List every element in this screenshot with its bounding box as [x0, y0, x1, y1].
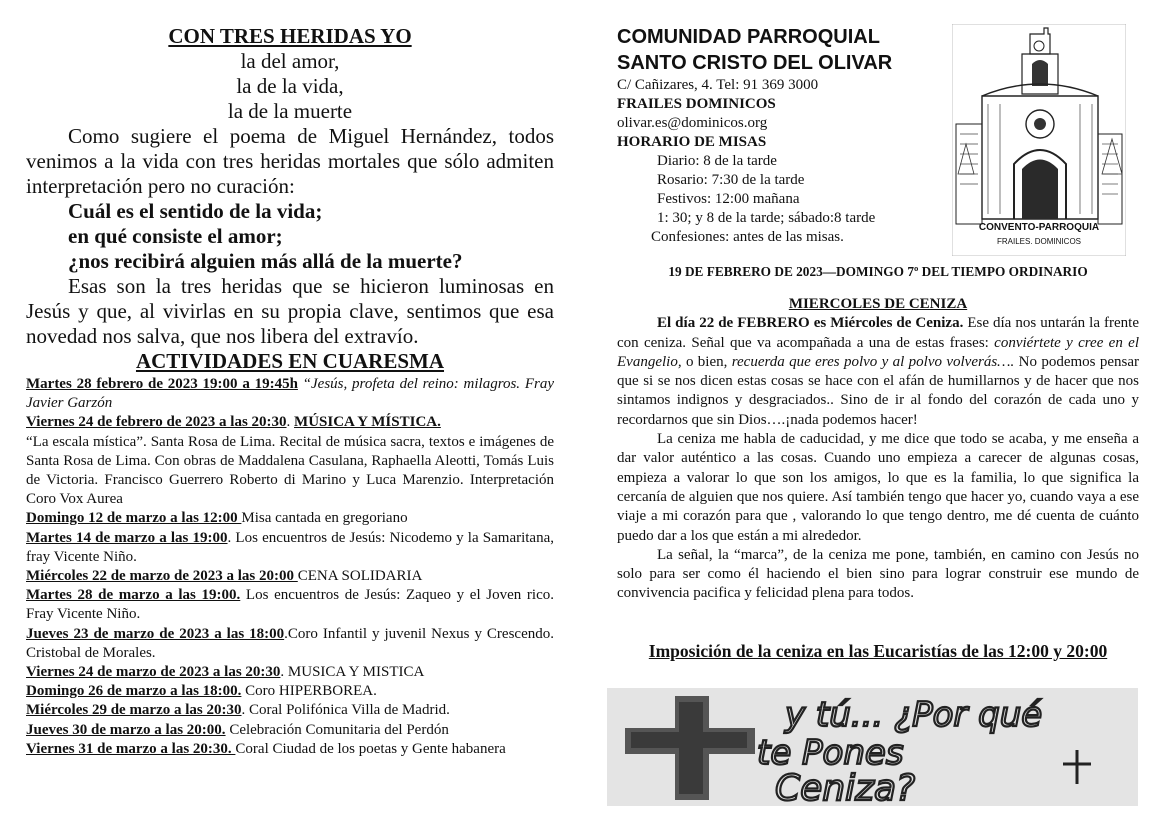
frailes-label: FRAILES DOMINICOS [617, 96, 776, 112]
activity-item: Miércoles 22 de marzo de 2023 a las 20:00 CENA SOLIDARIA [26, 568, 423, 585]
activity-item: Martes 28 febrero de 2023 19:00 a 19:45h “Jesús, profeta del reino: milagros. Fray Javier Garzón [26, 376, 554, 412]
graffiti-line1: y tú... ¿Por qué [785, 695, 1043, 735]
confesiones: Confesiones: antes de las misas. [651, 229, 844, 245]
email: olivar.es@dominicos.org [617, 115, 768, 131]
activity-item: Domingo 26 de marzo a las 18:00. Coro HIPERBOREA. [26, 683, 377, 700]
poem-line: la de la vida, [236, 74, 344, 98]
question: en qué consiste el amor; [68, 224, 283, 248]
activity-item: Miércoles 29 de marzo a las 20:30. Coral Polifónica Villa de Madrid. [26, 702, 450, 719]
poem-title: CON TRES HERIDAS YO [168, 24, 412, 48]
article-paragraph: La ceniza me habla de caducidad, y me dice que todo se acaba, y me enseña a dar valor auténtico a las cosas. Cuando uno empieza a carecer de algunas cosas, empieza a valorar lo que son los amigos, lo que es la familia, lo que significa la cercanía de alguien que nos quiere. Así también tengo que hacer yo, cuando vaya a ese viaje a mi corazón para que , valorando lo que tengo dentro, me dé cuenta de cuánto puedo dar a los que están a mi alrededor. [617, 431, 1139, 544]
poem-line: la del amor, [240, 49, 340, 73]
activity-item: Viernes 24 de marzo de 2023 a las 20:30. MUSICA Y MISTICA [26, 664, 425, 681]
question: Cuál es el sentido de la vida; [68, 199, 323, 223]
activity-item: Jueves 23 de marzo de 2023 a las 18:00.Coro Infantil y juvenil Nexus y Crescendo. Cristobal de Morales. [26, 625, 554, 661]
horario-line: Festivos: 12:00 mañana [657, 191, 800, 207]
activity-item: Viernes 31 de marzo a las 20:30. Coral Ciudad de los poetas y Gente habanera [26, 740, 506, 757]
church-sublabel: FRAILES. DOMINICOS [996, 237, 1082, 246]
poem-line: la de la muerte [227, 99, 353, 123]
intro-paragraph: Como sugiere el poema de Miguel Hernández, todos venimos a la vida con tres heridas mortales que sólo admiten interpretación pero no curación: [26, 124, 554, 198]
article-paragraph: El día 22 de FEBRERO es Miércoles de Ceniza. Ese día nos untarán la frente con ceniza. Señal que va acompañada a una de estas frases: conviértete y cree en el Evangelio, o bien, recuerda que eres polvo y al polvo volverás…. No podemos pensar que si se nos dicen estas cosas se hace con el afán de humillarnos y de hacer que nos sintamos indignos y desgraciados.. Sino de ir al fondo del corazón de cada uno y recordarnos que sin Dios….¡nada podemos hacer! [617, 315, 1139, 428]
church-label: CONVENTO-PARROQUIA [978, 222, 1100, 233]
imposicion-notice: Imposición de la ceniza en las Eucaristías de las 12:00 y 20:00 [648, 641, 1108, 661]
activity-item: Martes 28 de marzo a las 19:00. Los encuentros de Jesús: Zaqueo y el Joven rico. Fray Vicente Niño. [26, 587, 554, 623]
activities-title: ACTIVIDADES EN CUARESMA [135, 349, 445, 373]
activity-item: Jueves 30 de marzo a las 20:00. Celebración Comunitaria del Perdón [26, 721, 449, 738]
ash-cross-graffiti [607, 688, 1138, 806]
article-heading: MIERCOLES DE CENIZA [788, 296, 968, 312]
activity-item: Martes 14 de marzo a las 19:00. Los encuentros de Jesús: Nicodemo y la Samaritana, fray Vicente Niño. [26, 529, 554, 565]
horario-line: 1: 30; y 8 de la tarde; sábado:8 tarde [657, 210, 876, 226]
article-paragraph: La señal, la “marca”, de la ceniza me pone, también, en camino con Jesús no solo para ser como él haciendo el bien sino para lograr construir ese mundo de convivencia pacifica y felicidad plena para todos. [617, 546, 1139, 602]
horario-line: Diario: 8 de la tarde [657, 153, 777, 169]
question: ¿nos recibirá alguien más allá de la muerte? [68, 249, 463, 273]
sunday-dateline: 19 DE FEBRERO DE 2023—DOMINGO 7º DEL TIEMPO ORDINARIO [668, 264, 1088, 279]
activities-list [26, 375, 554, 759]
graffiti-line3: Ceniza? [775, 768, 916, 806]
closing-paragraph: Esas son la tres heridas que se hicieron luminosas en Jesús y que, al vivirlas en su propia clave, sentimos que esa novedad nos salva, que nos libera del extravío. [26, 274, 554, 348]
activity-item: Domingo 12 de marzo a las 12:00 Misa cantada en gregoriano [26, 510, 408, 527]
activity-item: Viernes 24 de febrero de 2023 a las 20:30. MÚSICA Y MÍSTICA. “La escala mística”. Santa Rosa de Lima. Recital de música sacra, textos e imágenes de Santa Rosa de Lima. Con obras de Maddalena Casulana, Raphaella Aleotti, Tomás Luis de Victoria. Francisco Guerrero Roberto di Marino y Luca Marenzio. Interpretación Coro Vox Aurea [26, 414, 554, 508]
ash-wednesday-article [617, 295, 1139, 604]
parish-name-line1: COMUNIDAD PARROQUIAL [617, 26, 880, 48]
address: C/ Cañizares, 4. Tel: 91 369 3000 [617, 77, 819, 93]
horario-title: HORARIO DE MISAS [617, 134, 767, 150]
parish-name-line2: SANTO CRISTO DEL OLIVAR [617, 52, 893, 74]
left-column [26, 24, 554, 759]
church-illustration [952, 24, 1126, 256]
graffiti-line2: te Pones [757, 733, 904, 773]
horario-line: Rosario: 7:30 de la tarde [657, 172, 805, 188]
